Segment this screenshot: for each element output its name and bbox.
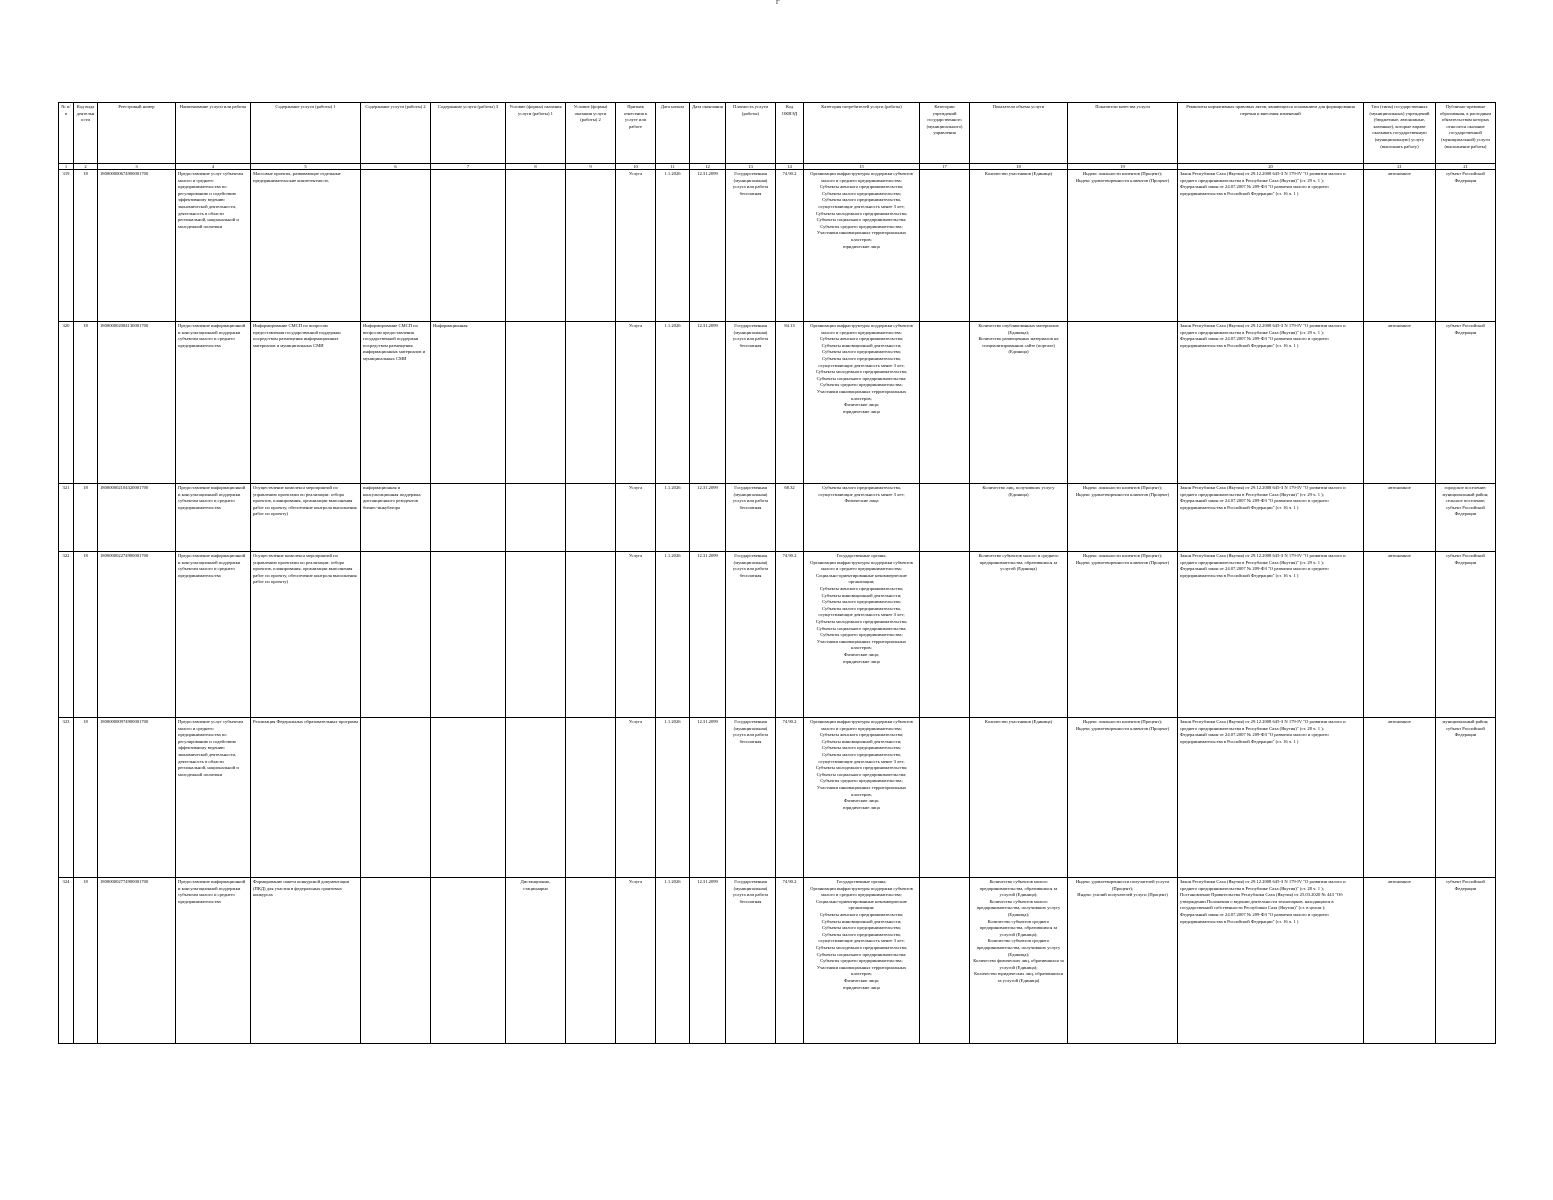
activity-code: 18 xyxy=(74,878,98,1044)
consumer-categories-line: Субъекты инновационной деятельности; xyxy=(821,918,902,924)
consumer-categories-line: Субъекты малого предпринимательства, осуществляющие деятельность менее 3 лет; xyxy=(818,485,905,497)
column-number: 11 xyxy=(656,164,690,170)
quality-indicators xyxy=(1068,484,1178,552)
public-entities-line: субъект Российской Федерации xyxy=(1446,323,1485,335)
registry-number: 180000002084130001700 xyxy=(98,322,176,484)
volume-indicators xyxy=(970,552,1068,718)
column-number: 3 xyxy=(98,164,176,170)
column-header: Условие (формы) оказания услуги (работы) 2 xyxy=(566,103,616,164)
quality-indicators-line: Индекс удовлетворенности получателей услуги (Процент); xyxy=(1075,879,1170,891)
column-header: Содержание услуги (работы) 3 xyxy=(431,103,506,164)
consumer-categories-line: Субъекты молодежного предпринимательства; xyxy=(815,765,908,771)
column-header: Реестровый номер xyxy=(98,103,176,164)
content-3: Информационная xyxy=(431,322,506,484)
start-date: 1.1.2026 xyxy=(656,322,690,484)
end-date: 12.31.2099 xyxy=(690,718,726,878)
legal-acts-line: Постановление Правительства Республики Саха (Якутия) от 25.03.2020 № 443 "Об утверждении Положения о ведении деятельности технопарков, находящихся в государственной собственности Республики Саха (Якутия)" (ст. в целом ); xyxy=(1180,892,1343,911)
consumer-categories-line: Субъекты молодежного предпринимательства; xyxy=(815,210,908,216)
header-row xyxy=(59,103,1496,164)
services-registry-table xyxy=(58,102,1496,1044)
volume-indicators xyxy=(970,484,1068,552)
start-date: 1.1.2026 xyxy=(656,484,690,552)
consumer-categories-line: юридические лица xyxy=(843,984,880,990)
consumer-categories-line: Субъекты социального предпринимательства; xyxy=(816,951,907,957)
quality-indicators-line: Индекс удовлетворенности клиентов (Процент) xyxy=(1075,725,1170,731)
content-1: Реализация Федеральных образовательных программ xyxy=(251,718,361,878)
table-row xyxy=(59,170,1496,322)
consumer-categories-line: Физические лица; xyxy=(843,977,880,983)
condition-2 xyxy=(566,878,616,1044)
consumer-categories-line: Субъекты малого предпринимательства; xyxy=(822,349,901,355)
public-entities-line: субъект Российской Федерации xyxy=(1446,725,1485,738)
column-header: Наименование услуги или работы xyxy=(176,103,251,164)
okved-code: 74.90.2 xyxy=(776,878,804,1044)
volume-indicators-line: Количество опубликованных материалов (Единица); xyxy=(978,323,1059,335)
service-name: Предоставление услуг субъектам малого и среднего предпринимательства по регулированию и содействию эффективному ведению экономической деятельности, деятельность в области региональной, национальной и молодежной политики xyxy=(176,170,251,322)
consumer-categories-line: Субъекты малого предпринимательства, осуществляющие деятельность менее 3 лет; xyxy=(818,355,905,368)
institution-categories xyxy=(920,878,970,1044)
okved-code: 74.90.2 xyxy=(776,718,804,878)
public-entities-line: субъект Российской Федерации xyxy=(1446,504,1485,517)
consumer-categories-line: Участники инновационных территориальных кластеров; xyxy=(816,638,907,651)
activity-code: 18 xyxy=(74,170,98,322)
service-or-work: Услуга xyxy=(616,878,656,1044)
column-number: 6 xyxy=(361,164,431,170)
consumer-categories-line: Субъекты женского предпринимательства; xyxy=(819,336,904,342)
end-date: 12.31.2099 xyxy=(690,170,726,322)
legal-acts-line: Закон Республики Саха (Якутия) от 29.12.2008 645-З N 179-IV "О развитии малого и среднего предпринимательства в Республике Саха (Якутия)" (ст. 28 ч. 1 ); xyxy=(1180,719,1346,731)
public-entities-line: муниципальный район; xyxy=(1442,491,1489,497)
service-name: Предоставление информационной и консультационной поддержки субъектам малого и среднего предпринимательства xyxy=(176,322,251,484)
payment-type: Государственная (муниципальная) услуга или работа бесплатная xyxy=(726,718,776,878)
consumer-categories-line: Субъекты социального предпринимательства; xyxy=(816,217,907,223)
institution-categories xyxy=(920,322,970,484)
column-header: Тип (типы) государственных (муниципальных) учреждений (бюджетные, автономные, казенные), которые вправе оказывать государственную (муниципальную) услугу (выполнять работу) xyxy=(1364,103,1436,164)
consumer-categories-line: Субъекты социального предпринимательства; xyxy=(816,625,907,631)
registry-number: 180000002774900001700 xyxy=(98,878,176,1044)
volume-indicators-line: Количество юридических лиц, обратившихся за услугой (Единица) xyxy=(974,971,1063,983)
consumer-categories-line: Субъекты малого предпринимательства; xyxy=(822,599,901,605)
consumer-categories-line: Субъекты женского предпринимательства; xyxy=(819,585,904,591)
consumer-categories-line: Субъекты среднего предпринимательства; xyxy=(820,223,903,229)
consumer-categories-line: Физические лица; xyxy=(843,402,880,408)
column-header: Показатели объема услуги xyxy=(970,103,1068,164)
institution-type: автономное xyxy=(1364,322,1436,484)
institution-categories xyxy=(920,552,970,718)
consumer-categories xyxy=(804,170,920,322)
column-number: 5 xyxy=(251,164,361,170)
public-entities xyxy=(1436,552,1496,718)
quality-indicators xyxy=(1068,552,1178,718)
volume-indicators xyxy=(970,718,1068,878)
content-2 xyxy=(361,170,431,322)
quality-indicators-line: Индекс лояльности клиентов (Процент); xyxy=(1082,485,1163,490)
service-or-work: Услуга xyxy=(616,484,656,552)
condition-1 xyxy=(506,170,566,322)
condition-1 xyxy=(506,552,566,718)
consumer-categories-line: Государственные органы; xyxy=(836,879,887,884)
institution-type: автономное xyxy=(1364,170,1436,322)
payment-type: Государственная (муниципальная) услуга или работа бесплатная xyxy=(726,484,776,552)
column-number: 21 xyxy=(1364,164,1436,170)
service-name: Предоставление услуг субъектам малого и среднего предпринимательства по регулированию и содействию эффективному ведению экономической деятельности, деятельность в области региональной, национальной и молодежной политики xyxy=(176,718,251,878)
institution-type: автономное xyxy=(1364,878,1436,1044)
column-number: 9 xyxy=(566,164,616,170)
column-number: 14 xyxy=(776,164,804,170)
consumer-categories-line: Субъекты среднего предпринимательства; xyxy=(820,778,903,784)
table-body xyxy=(59,170,1496,1044)
service-or-work: Услуга xyxy=(616,552,656,718)
consumer-categories-line: Физические лица; xyxy=(843,798,880,804)
okved-code: 74.90.2 xyxy=(776,170,804,322)
consumer-categories-line: Субъекты социального предпринимательства; xyxy=(816,771,907,777)
legal-acts xyxy=(1178,170,1364,322)
column-header: Платность услуги (работы) xyxy=(726,103,776,164)
okved-code: 84.13 xyxy=(776,322,804,484)
consumer-categories-line: Организации инфраструктуры поддержки субъектов малого и среднего предпринимательства; xyxy=(810,323,913,335)
legal-acts-line: Федеральный закон от 24.07.2007 № 209-ФЗ "О развитии малого и среднего предпринимательства в Российской Федерации" (ст. 16 ч. 1 ) xyxy=(1180,336,1329,348)
column-header: Показатели качества услуги xyxy=(1068,103,1178,164)
consumer-categories-line: Социально-ориентированные некоммерческие организации; xyxy=(816,572,907,585)
volume-indicators xyxy=(970,878,1068,1044)
public-entities xyxy=(1436,484,1496,552)
content-3 xyxy=(431,878,506,1044)
content-1: Информирование СМСП по вопросам предоставления государственной поддержки посредством размещения информационных материалов и муниципальных СМИ xyxy=(251,322,361,484)
condition-1 xyxy=(506,718,566,878)
registry-number: 180000000674900001700 xyxy=(98,170,176,322)
public-entities-line: муниципальный район; xyxy=(1442,719,1489,724)
quality-indicators xyxy=(1068,322,1178,484)
column-header: Дата окончания xyxy=(690,103,726,164)
legal-acts-line: Закон Республики Саха (Якутия) от 29.12.2008 645-З N 179-IV "О развитии малого и среднего предпринимательства в Республике Саха (Якутия)" (ст. 29 ч. 1 ); xyxy=(1180,553,1346,565)
volume-indicators-line: Количество участников (Единица) xyxy=(984,171,1053,176)
institution-categories xyxy=(920,484,970,552)
legal-acts xyxy=(1178,484,1364,552)
payment-type: Государственная (муниципальная) услуга или работа бесплатная xyxy=(726,170,776,322)
quality-indicators-line: Индекс лояльности клиентов (Процент); xyxy=(1082,719,1163,724)
column-header: Признак отнесения к услуге или работе xyxy=(616,103,656,164)
consumer-categories-line: Организации инфраструктуры поддержки субъектов малого и среднего предпринимательства; xyxy=(810,171,913,183)
condition-1 xyxy=(506,484,566,552)
consumer-categories-line: Субъекты молодежного предпринимательства; xyxy=(815,369,908,375)
start-date: 1.1.2026 xyxy=(656,170,690,322)
legal-acts xyxy=(1178,322,1364,484)
activity-code: 18 xyxy=(74,484,98,552)
consumer-categories-line: Субъекты малого предпринимательства; xyxy=(822,190,901,196)
consumer-categories-line: Участники инновационных территориальных кластеров; xyxy=(816,230,907,242)
legal-acts-line: Закон Республики Саха (Якутия) от 29.12.2008 645-З N 179-IV "О развитии малого и среднего предпринимательства в Республике Саха (Якутия)" (ст. 29 ч. 1 ); xyxy=(1180,485,1346,497)
volume-indicators-line: Количество размещенных материалов на специализированном сайте (портале) (Единица) xyxy=(978,336,1059,355)
consumer-categories-line: Субъекты инновационной деятельности; xyxy=(821,342,902,348)
consumer-categories xyxy=(804,552,920,718)
table-row xyxy=(59,322,1496,484)
column-header: № п/п xyxy=(59,103,74,164)
consumer-categories-line: Субъекты малого предпринимательства; xyxy=(822,745,901,751)
consumer-categories-line: Субъекты малого предпринимательства, осуществляющие деятельность менее 3 лет; xyxy=(818,931,905,944)
consumer-categories xyxy=(804,878,920,1044)
institution-categories xyxy=(920,170,970,322)
registry-number: 180000002104320001700 xyxy=(98,484,176,552)
consumer-categories xyxy=(804,484,920,552)
content-3 xyxy=(431,484,506,552)
okved-code: 74.90.2 xyxy=(776,552,804,718)
consumer-categories-line: Участники инновационных территориальных кластеров; xyxy=(816,388,907,401)
legal-acts-line: Федеральный закон от 24.07.2007 № 209-ФЗ "О развитии малого и среднего предпринимательства в Российской Федерации" (ст. 16 ч. 1 ) xyxy=(1180,566,1329,578)
consumer-categories-line: Субъекты инновационной деятельности; xyxy=(821,592,902,598)
volume-indicators-line: Количество субъектов малого предпринимательства, обратившихся за услугой (Единица); xyxy=(979,879,1058,898)
consumer-categories-line: Организации инфраструктуры поддержки субъектов малого и среднего предпринимательства; xyxy=(810,885,913,898)
institution-categories xyxy=(920,718,970,878)
column-header: Содержание услуги (работы) 1 xyxy=(251,103,361,164)
consumer-categories-line: Участники инновационных территориальных кластеров; xyxy=(816,964,907,977)
consumer-categories xyxy=(804,322,920,484)
column-number: 15 xyxy=(804,164,920,170)
column-number: 2 xyxy=(74,164,98,170)
consumer-categories-line: Субъекты среднего предпринимательства; xyxy=(820,632,903,638)
consumer-categories-line: Субъекты женского предпринимательства; xyxy=(819,911,904,917)
consumer-categories-line: юридические лица xyxy=(843,804,880,810)
content-2 xyxy=(361,552,431,718)
consumer-categories xyxy=(804,718,920,878)
consumer-categories-line: Физические лица; xyxy=(843,651,880,657)
service-or-work: Услуга xyxy=(616,322,656,484)
public-entities-line: субъект Российской Федерации xyxy=(1446,171,1485,183)
table-row xyxy=(59,552,1496,718)
public-entities xyxy=(1436,718,1496,878)
consumer-categories-line: Субъекты малого предпринимательства, осуществляющие деятельность менее 3 лет; xyxy=(818,605,905,618)
condition-1 xyxy=(506,322,566,484)
consumer-categories-line: Субъекты малого предпринимательства, осуществляющие деятельность менее 3 лет; xyxy=(818,197,905,209)
content-1: Формирование пакета конкурсной документации (ПКД) для участия в федеральных грантовых конкурсах xyxy=(251,878,361,1044)
consumer-categories-line: Субъекты среднего предпринимательства; xyxy=(820,382,903,388)
consumer-categories-line: Государственные органы; xyxy=(836,553,887,558)
service-or-work: Услуга xyxy=(616,170,656,322)
quality-indicators-line: Индекс удовлетворенности клиентов (Процент) xyxy=(1075,177,1170,183)
column-number: 21 xyxy=(1436,164,1496,170)
volume-indicators xyxy=(970,170,1068,322)
table-header xyxy=(59,103,1496,170)
row-number: 320 xyxy=(59,322,74,484)
start-date: 1.1.2026 xyxy=(656,552,690,718)
payment-type: Государственная (муниципальная) услуга или работа бесплатная xyxy=(726,552,776,718)
registry-number: 180000000974900001700 xyxy=(98,718,176,878)
public-entities-line: сельское поселение; xyxy=(1445,498,1486,504)
consumer-categories-line: Субъекты женского предпринимательства; xyxy=(819,732,904,738)
legal-acts-line: Федеральный закон от 24.07.2007 № 209-ФЗ "О развитии малого и среднего предпринимательства в Российской Федерации" (ст. 16 ч. 1 ) xyxy=(1180,732,1329,744)
consumer-categories-line: Субъекты молодежного предпринимательства; xyxy=(815,618,908,624)
consumer-categories-line: юридические лица xyxy=(843,408,880,414)
volume-indicators-line: Количество субъектов среднего предпринимательства, обратившихся за услугой (Единица); xyxy=(979,918,1058,937)
condition-2 xyxy=(566,170,616,322)
legal-acts-line: Федеральный закон от 24.07.2007 № 209-ФЗ "О развитии малого и среднего предпринимательства в Российской Федерации" (ст. 16 ч. 1 ) xyxy=(1180,498,1329,510)
quality-indicators xyxy=(1068,170,1178,322)
content-1: Осуществление комплекса мероприятий по управлению проектами по реализации: отбора проектов, планирования, организации выполнения работ по проекту, обеспечение контроля выполнения работ по проекту) xyxy=(251,552,361,718)
volume-indicators-line: Количество субъектов среднего предпринимательства, получивших услугу (Единица); xyxy=(976,938,1061,957)
column-header: Категории учреждений государственного (муниципального) управления xyxy=(920,103,970,164)
consumer-categories-line: юридические лица xyxy=(843,658,880,664)
start-date: 1.1.2026 xyxy=(656,878,690,1044)
consumer-categories-line: юридические лица xyxy=(843,243,880,249)
table-row xyxy=(59,718,1496,878)
table-row xyxy=(59,878,1496,1044)
legal-acts-line: Закон Республики Саха (Якутия) от 29.12.2008 645-З N 179-IV "О развитии малого и среднего предпринимательства в Республике Саха (Якутия)" (ст. 29 ч. 1 ); xyxy=(1180,171,1346,183)
consumer-categories-line: Субъекты малого предпринимательства, осуществляющие деятельность менее 3 лет; xyxy=(818,751,905,764)
payment-type: Государственная (муниципальная) услуга или работа бесплатная xyxy=(726,878,776,1044)
content-2: информационная и консультационная поддержка дистанционного резидентов бизнес-инкубатора xyxy=(361,484,431,552)
quality-indicators-line: Индекс лояльности клиентов (Процент); xyxy=(1082,553,1163,558)
legal-acts xyxy=(1178,878,1364,1044)
consumer-categories-line: Субъекты молодежного предпринимательства; xyxy=(815,944,908,950)
row-number: 321 xyxy=(59,484,74,552)
column-number: 1 xyxy=(59,164,74,170)
condition-1: Дистанционно, стационарно xyxy=(506,878,566,1044)
column-number: 18 xyxy=(970,164,1068,170)
legal-acts-line: Закон Республики Саха (Якутия) от 29.12.2008 645-З N 179-IV "О развитии малого и среднего предпринимательства в Республике Саха (Якутия)" (ст. 29 ч. 1 ); xyxy=(1180,323,1346,335)
legal-acts xyxy=(1178,552,1364,718)
row-number: 319 xyxy=(59,170,74,322)
content-1: Массовые проекты, развивающие отдельные предпринимательские компетентность xyxy=(251,170,361,322)
quality-indicators-line: Индекс удовлетворенности клиентов (Процент) xyxy=(1075,491,1170,497)
legal-acts-line: Федеральный закон от 24.07.2007 № 209-ФЗ "О развитии малого и среднего предпринимательства в Российской Федерации" (ст. 16 ч. 1 ) xyxy=(1180,911,1329,924)
column-header: Содержание услуги (работы) 2 xyxy=(361,103,431,164)
column-number: 17 xyxy=(920,164,970,170)
quality-indicators-line: Индекс усилий получателей услуги (Процент) xyxy=(1077,892,1168,898)
column-header: Условие (формы) оказания услуги (работы) 1 xyxy=(506,103,566,164)
legal-acts xyxy=(1178,718,1364,878)
content-2 xyxy=(361,878,431,1044)
public-entities xyxy=(1436,322,1496,484)
content-2 xyxy=(361,718,431,878)
activity-code: 18 xyxy=(74,322,98,484)
institution-type: автономное xyxy=(1364,484,1436,552)
column-number: 13 xyxy=(726,164,776,170)
content-3 xyxy=(431,718,506,878)
consumer-categories-line: Субъекты женского предпринимательства; xyxy=(819,184,904,190)
volume-indicators-line: Количество субъектов малого предпринимательства, получивших услугу (Единица); xyxy=(976,898,1061,917)
institution-type: автономное xyxy=(1364,552,1436,718)
column-number: 20 xyxy=(1178,164,1364,170)
end-date: 12.31.2099 xyxy=(690,484,726,552)
column-number: 4 xyxy=(176,164,251,170)
volume-indicators xyxy=(970,322,1068,484)
condition-2 xyxy=(566,484,616,552)
consumer-categories-line: Физические лица xyxy=(844,498,879,504)
institution-type: автономное xyxy=(1364,718,1436,878)
start-date: 1.1.2026 xyxy=(656,718,690,878)
consumer-categories-line: Организации инфраструктуры поддержки субъектов малого и среднего предпринимательства; xyxy=(810,719,913,731)
volume-indicators-line: Количество участников (Единица) xyxy=(984,719,1053,724)
condition-2 xyxy=(566,718,616,878)
quality-indicators xyxy=(1068,718,1178,878)
activity-code: 18 xyxy=(74,718,98,878)
content-3 xyxy=(431,552,506,718)
row-number: 323 xyxy=(59,718,74,878)
payment-type: Государственная (муниципальная) услуга или работа бесплатная xyxy=(726,322,776,484)
service-name: Предоставление информационной и консультационной поддержки субъектам малого и среднего предпринимательства xyxy=(176,878,251,1044)
condition-2 xyxy=(566,552,616,718)
end-date: 12.31.2099 xyxy=(690,322,726,484)
column-header: Публично-правовые образования, к расходным обязательствам которых относится оказание государственной (муниципальной) услуги (выполнение работы) xyxy=(1436,103,1496,164)
quality-indicators-line: Индекс лояльности клиентов (Процент); xyxy=(1082,171,1163,176)
consumer-categories-line: Участники инновационных территориальных кластеров; xyxy=(816,784,907,797)
end-date: 12.31.2099 xyxy=(690,552,726,718)
quality-indicators-line: Индекс удовлетворенности клиентов (Процент) xyxy=(1075,559,1170,565)
condition-2 xyxy=(566,322,616,484)
volume-indicators-line: Количество субъектов малого и среднего предпринимательства, обратившихся за услугой (Единица) xyxy=(978,553,1059,572)
row-number: 324 xyxy=(59,878,74,1044)
volume-indicators-line: Количество физических лиц, обратившихся за услугой (Единица); xyxy=(973,958,1064,970)
public-entities xyxy=(1436,878,1496,1044)
column-header: Дата начала xyxy=(656,103,690,164)
column-number: 12 xyxy=(690,164,726,170)
consumer-categories-line: Субъекты среднего предпринимательства; xyxy=(820,958,903,964)
okved-code: 68.32 xyxy=(776,484,804,552)
page-mark: Г xyxy=(776,0,780,6)
legal-acts-line: Федеральный закон от 24.07.2007 № 209-ФЗ "О развитии малого и среднего предпринимательства в Российской Федерации" (ст. 16 ч. 1 ) xyxy=(1180,184,1329,196)
consumer-categories-line: Социально-ориентированные некоммерческие организации; xyxy=(816,898,907,911)
service-or-work: Услуга xyxy=(616,718,656,878)
column-header: Категория потребителей услуги (работы) xyxy=(804,103,920,164)
column-header: Реквизиты нормативных правовых актов, являющихся основанием для формирования перечня и внесения изменений xyxy=(1178,103,1364,164)
content-2: Информирование СМСП по вопросам предоставления государственной поддержки посредством размещения информационных материалов и муниципальных СМИ xyxy=(361,322,431,484)
table-row xyxy=(59,484,1496,552)
legal-acts-line: Закон Республики Саха (Якутия) от 29.12.2008 645-З N 179-IV "О развитии малого и среднего предпринимательства в Республике Саха (Якутия)" (ст. 28 ч. 1 ); xyxy=(1180,879,1346,891)
activity-code: 18 xyxy=(74,552,98,718)
volume-indicators-line: Количество лиц, получивших услугу (Единица) xyxy=(982,485,1055,497)
public-entities xyxy=(1436,170,1496,322)
column-number: 7 xyxy=(431,164,506,170)
public-entities-line: городское поселение; xyxy=(1444,485,1487,490)
column-header: Код вида деятельности xyxy=(74,103,98,164)
content-3 xyxy=(431,170,506,322)
column-number: 8 xyxy=(506,164,566,170)
consumer-categories-line: Субъекты малого предпринимательства; xyxy=(822,925,901,931)
public-entities-line: субъект Российской Федерации xyxy=(1446,553,1485,565)
consumer-categories-line: Организации инфраструктуры поддержки субъектов малого и среднего предпринимательства; xyxy=(810,559,913,572)
service-name: Предоставление информационной и консультационной поддержки субъектам малого и среднего предпринимательства xyxy=(176,552,251,718)
content-1: Осуществление комплекса мероприятий по управлению проектами по реализации: отбора проектов, планирования, организации выполнения работ по проекту, обеспечение контроля выполнения работ по проекту) xyxy=(251,484,361,552)
row-number: 322 xyxy=(59,552,74,718)
column-number: 10 xyxy=(616,164,656,170)
quality-indicators xyxy=(1068,878,1178,1044)
registry-number: 180000002274900001700 xyxy=(98,552,176,718)
end-date: 12.31.2099 xyxy=(690,878,726,1044)
consumer-categories-line: Субъекты социального предпринимательства; xyxy=(816,375,907,381)
consumer-categories-line: Субъекты инновационной деятельности; xyxy=(821,738,902,744)
service-name: Предоставление информационной и консультационной поддержки субъектам малого и среднего предпринимательства xyxy=(176,484,251,552)
column-header: Код ОКВЭД xyxy=(776,103,804,164)
column-number: 19 xyxy=(1068,164,1178,170)
public-entities-line: субъект Российской Федерации xyxy=(1446,879,1485,891)
